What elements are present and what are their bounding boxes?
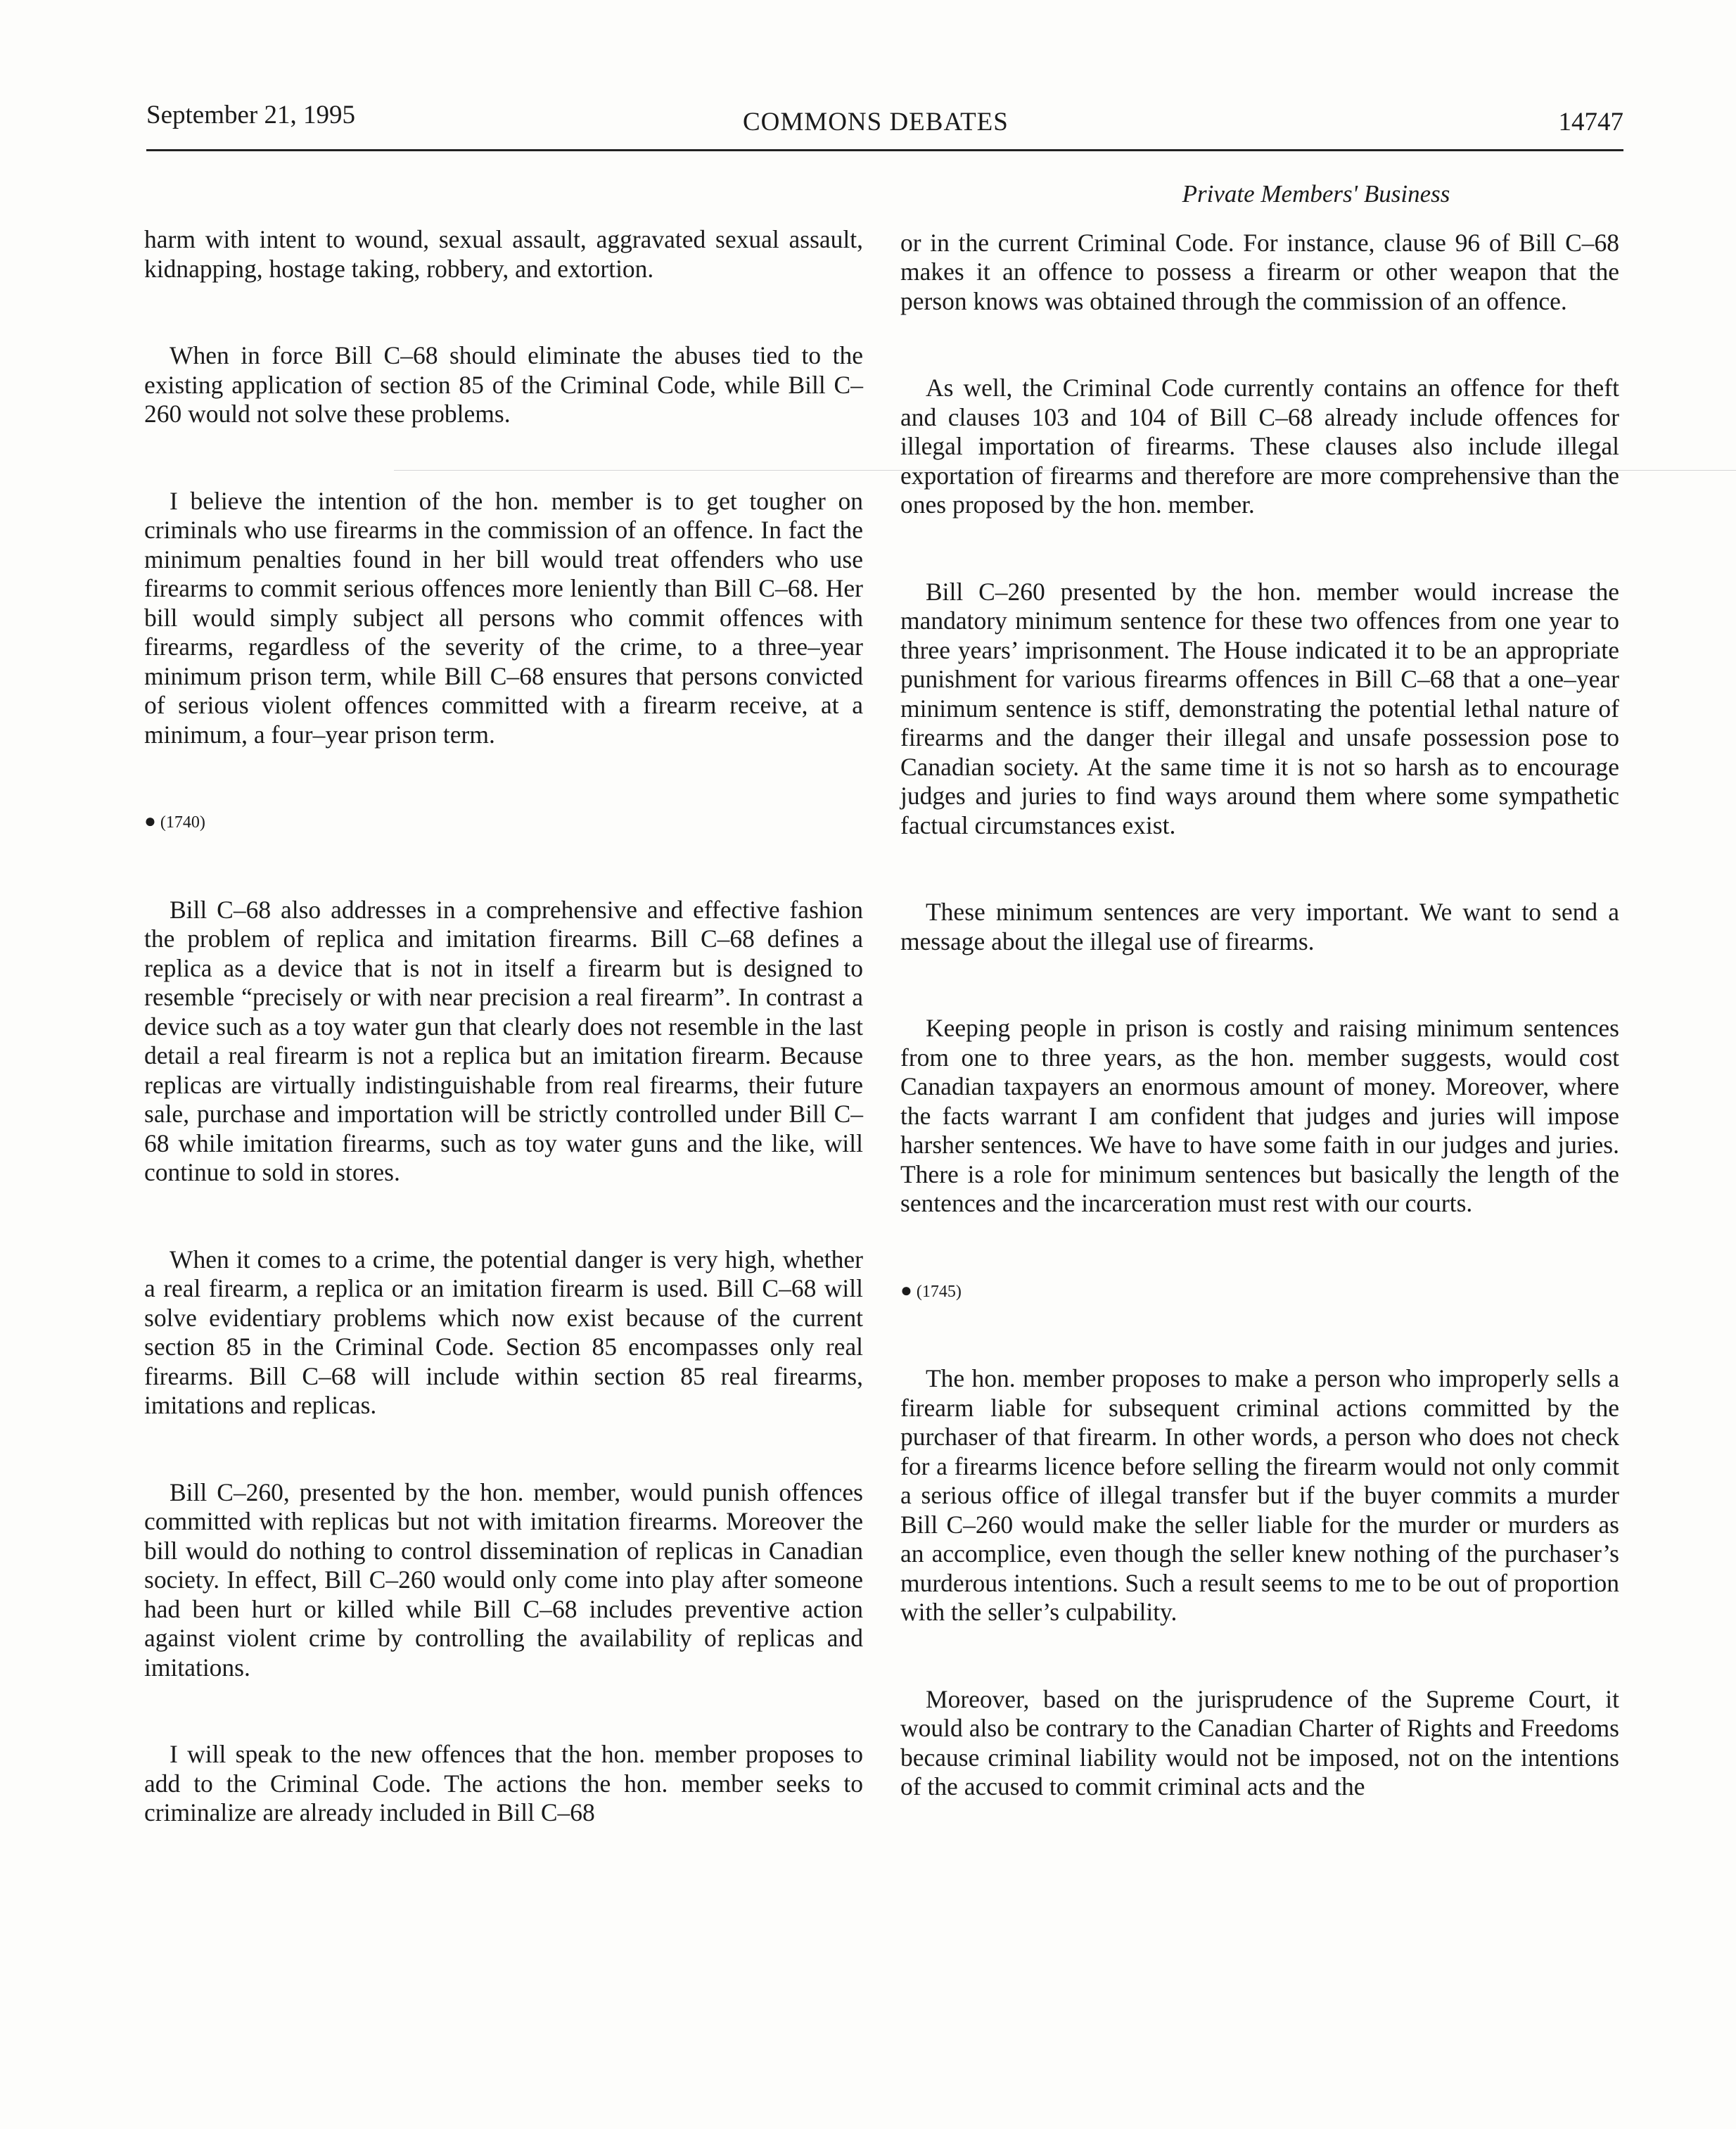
- header-title: COMMONS DEBATES: [743, 108, 1009, 136]
- left-paragraph-2: When in force Bill C–68 should eliminate the abuses tied to the existing application of section 85 of the Criminal Code, while Bill C–260 would not solve these problems.: [144, 341, 863, 428]
- right-paragraph-1: or in the current Criminal Code. For instance, clause 96 of Bill C–68 makes it an offence to possess a firearm or other weapon that the person knows was obtained through the commission of an offence.: [900, 228, 1619, 315]
- section-heading: Private Members' Business: [1182, 180, 1450, 208]
- left-timestamp-text: (1740): [160, 813, 205, 832]
- right-paragraph-2: As well, the Criminal Code currently contains an offence for theft and clauses 103 and 104 of Bill C–68 already include offences for illegal importation of firearms. These clauses also include illegal exportation of firearms and therefore are more comprehensive than the ones proposed by the hon. member.: [900, 374, 1619, 519]
- left-paragraph-5: When it comes to a crime, the potential danger is very high, whether a real firearm, a replica or an imitation firearm is used. Bill C–68 will solve evidentiary problems which now exist because of the current section 85 in the Criminal Code. Section 85 encompasses only real firearms. Bill C–68 will include within section 85 real firearms, imitations and replicas.: [144, 1245, 863, 1419]
- header-rule: [146, 149, 1623, 151]
- right-timestamp: [900, 1276, 1619, 1307]
- left-paragraph-6: Bill C–260, presented by the hon. member, would punish offences committed with replicas but not with imitation firearms. Moreover the bill would do nothing to control dissemination of replicas in Canadian society. In effect, Bill C–260 would only come into play after someone had been hurt or killed while Bill C–68 includes preventive action against violent crime by controlling the availability of replicas and imitations.: [144, 1477, 863, 1682]
- header-page-number: 14747: [1558, 108, 1623, 136]
- right-paragraph-6: The hon. member proposes to make a person who improperly sells a firearm liable for subsequent criminal actions committed by the purchaser of that firearm. In other words, a person who does not check for a firearms licence before selling the firearm would not only commit a serious office of illegal transfer but if the buyer commits a murder Bill C–260 would make the seller liable for the murder or murders as an accomplice, even though the seller knew nothing of the purchaser’s murderous intentions. Such a result seems to me to be out of proportion with the seller’s culpability.: [900, 1364, 1619, 1626]
- left-paragraph-1: harm with intent to wound, sexual assault, aggravated sexual assault, kidnapping, hostage taking, robbery, and extortion.: [144, 225, 863, 283]
- right-paragraph-5: Keeping people in prison is costly and raising minimum sentences from one to three years, as the hon. member suggests, would cost Canadian taxpayers an enormous amount of money. Moreover, where the facts warrant I am confident that judges and juries will impose harsher sentences. We have to have some faith in our judges and juries. There is a role for minimum sentences but basically the length of the sentences and the incarceration must rest with our courts.: [900, 1014, 1619, 1217]
- right-timestamp-text: (1745): [916, 1282, 962, 1301]
- left-timestamp: [144, 807, 863, 838]
- right-column: [900, 179, 1619, 1860]
- bullet-icon: ●: [144, 811, 156, 832]
- left-paragraph-4: Bill C–68 also addresses in a comprehensive and effective fashion the problem of replica and imitation firearms. Bill C–68 defines a replica as a device that is not in itself a firearm but is designed to resemble “precisely or with near precision a real firearm”. In contrast a device such as a toy water gun that clearly does not resemble in the last detail a real firearm is not a replica but an imitation firearm. Because replicas are virtually indistinguishable from real firearms, their future sale, purchase and importation will be strictly controlled under Bill C–68 while imitation firearms, such as toy water guns and the like, will continue to sold in stores.: [144, 895, 863, 1186]
- right-paragraph-3: Bill C–260 presented by the hon. member would increase the mandatory minimum sentence for these two offences from one year to three years’ imprisonment. The House indicated it to be an appropriate punishment for various firearms offences in Bill C–68 that a one–year minimum sentence is stiff, demonstrating the potential lethal nature of firearms and the danger their illegal and unsafe possession pose to Canadian society. At the same time it is not so harsh as to encourage judges and juries to find ways around them where some sympathetic factual circumstances exist.: [900, 577, 1619, 839]
- header-date: September 21, 1995: [146, 101, 355, 129]
- left-paragraph-7: I will speak to the new offences that the hon. member proposes to add to the Criminal Code. The actions the hon. member seeks to criminalize are already included in Bill C–68: [144, 1740, 863, 1826]
- right-paragraph-7: Moreover, based on the jurisprudence of the Supreme Court, it would also be contrary to the Canadian Charter of Rights and Freedoms because criminal liability would not be imposed, not on the intentions of the accused to commit criminal acts and the: [900, 1684, 1619, 1800]
- left-column: [144, 225, 863, 1886]
- bullet-icon: ●: [900, 1279, 912, 1302]
- page-header: [146, 97, 1623, 146]
- right-paragraph-4: These minimum sentences are very important. We want to send a message about the illegal use of firearms.: [900, 898, 1619, 955]
- left-paragraph-3: I believe the intention of the hon. member is to get tougher on criminals who use firearms in the commission of an offence. In fact the minimum penalties found in her bill would treat offenders who use firearms to commit serious offences more leniently than Bill C–68. Her bill would simply subject all persons who commit offences with firearms, regardless of the severity of the crime, to a three–year minimum prison term, while Bill C–68 ensures that persons convicted of serious violent offences committed with a firearm receive, at a minimum, a four–year prison term.: [144, 486, 863, 749]
